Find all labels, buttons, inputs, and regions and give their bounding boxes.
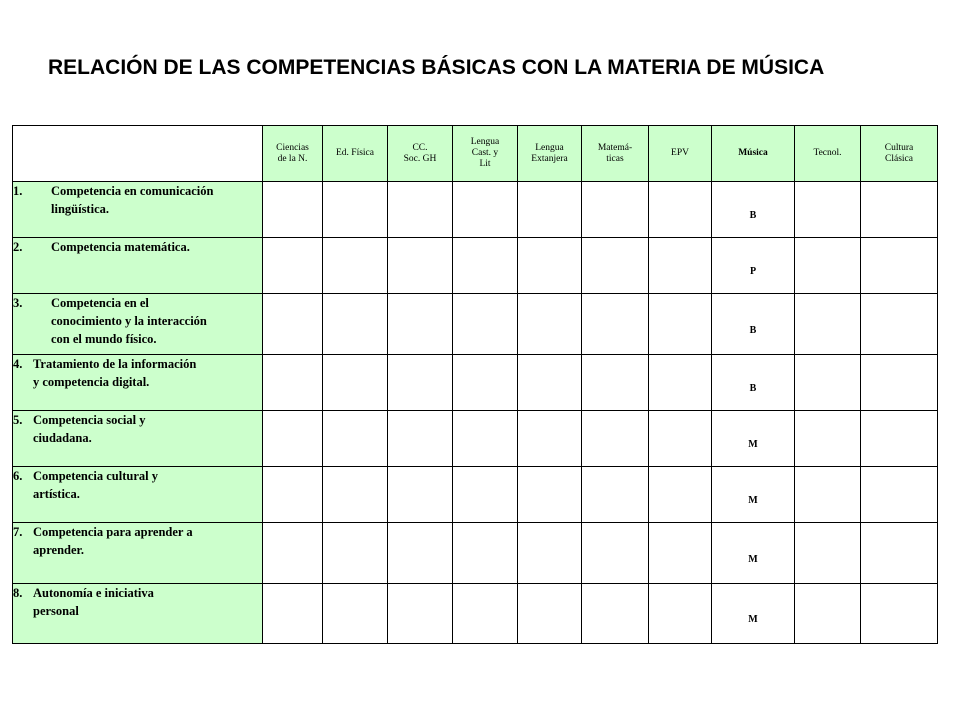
empty-cell [453, 238, 518, 294]
competencia-number: 4. [13, 357, 23, 371]
empty-cell [861, 238, 938, 294]
competencia-label: Autonomía e iniciativa personal [33, 586, 154, 618]
empty-cell [861, 411, 938, 467]
competencia-cell [13, 523, 263, 584]
empty-cell [582, 523, 649, 584]
empty-cell [518, 523, 582, 584]
page-title: RELACIÓN DE LAS COMPETENCIAS BÁSICAS CON LA MATERIA DE MÚSICA [48, 56, 825, 79]
empty-cell [263, 411, 323, 467]
empty-cell [518, 467, 582, 523]
competencia-number: 6. [13, 469, 23, 483]
competencia-cell [13, 467, 263, 523]
empty-cell [388, 584, 453, 644]
empty-cell [263, 355, 323, 411]
corner-cell [13, 126, 263, 182]
empty-cell [263, 238, 323, 294]
empty-cell [582, 355, 649, 411]
empty-cell [453, 411, 518, 467]
table-row [13, 523, 938, 584]
empty-cell [263, 584, 323, 644]
empty-cell [649, 238, 712, 294]
empty-cell [518, 182, 582, 238]
musica-value: M [712, 523, 795, 584]
empty-cell [861, 355, 938, 411]
empty-cell [582, 411, 649, 467]
empty-cell [263, 294, 323, 355]
empty-cell [388, 467, 453, 523]
competencias-table [12, 125, 938, 644]
empty-cell [388, 294, 453, 355]
musica-value: M [712, 584, 795, 644]
empty-cell [388, 238, 453, 294]
empty-cell [795, 355, 861, 411]
empty-cell [582, 182, 649, 238]
empty-cell [582, 238, 649, 294]
header-cc-soc: CC. Soc. GH [388, 126, 453, 182]
competencia-cell [13, 411, 263, 467]
competencia-label: Competencia en comunicación lingüística. [51, 184, 214, 216]
empty-cell [263, 467, 323, 523]
competencia-number: 5. [13, 413, 23, 427]
empty-cell [263, 182, 323, 238]
empty-cell [388, 182, 453, 238]
competencia-cell [13, 182, 263, 238]
empty-cell [795, 294, 861, 355]
empty-cell [453, 182, 518, 238]
musica-value: M [712, 411, 795, 467]
header-ed-fisica: Ed. Física [323, 126, 388, 182]
musica-value: M [712, 467, 795, 523]
empty-cell [518, 238, 582, 294]
empty-cell [861, 523, 938, 584]
empty-cell [861, 584, 938, 644]
empty-cell [649, 355, 712, 411]
competencia-cell [13, 584, 263, 644]
competencia-number: 7. [13, 525, 23, 539]
empty-cell [323, 584, 388, 644]
musica-value: B [712, 355, 795, 411]
empty-cell [453, 523, 518, 584]
competencia-number: 3. [13, 296, 23, 310]
empty-cell [795, 467, 861, 523]
empty-cell [795, 182, 861, 238]
empty-cell [649, 584, 712, 644]
empty-cell [323, 182, 388, 238]
empty-cell [861, 294, 938, 355]
empty-cell [582, 294, 649, 355]
empty-cell [388, 523, 453, 584]
header-row [13, 126, 938, 182]
competencia-number: 1. [13, 184, 23, 198]
table-row [13, 238, 938, 294]
empty-cell [323, 294, 388, 355]
empty-cell [795, 584, 861, 644]
competencia-label: Tratamiento de la información y competencia digital. [33, 357, 197, 389]
competencia-cell [13, 355, 263, 411]
table-row [13, 584, 938, 644]
header-epv: EPV [649, 126, 712, 182]
empty-cell [649, 523, 712, 584]
competencia-cell [13, 238, 263, 294]
empty-cell [323, 238, 388, 294]
competencia-number: 8. [13, 586, 23, 600]
table-row [13, 294, 938, 355]
empty-cell [453, 355, 518, 411]
table-row [13, 411, 938, 467]
competencia-label: Competencia para aprender a aprender. [33, 525, 193, 557]
empty-cell [453, 584, 518, 644]
header-ciencias: Ciencias de la N. [263, 126, 323, 182]
empty-cell [388, 355, 453, 411]
empty-cell [795, 411, 861, 467]
header-matematicas: Matemá- ticas [582, 126, 649, 182]
header-tecnologia: Tecnol. [795, 126, 861, 182]
empty-cell [795, 523, 861, 584]
empty-cell [453, 467, 518, 523]
header-lengua-extranjera: Lengua Extanjera [518, 126, 582, 182]
competencia-cell [13, 294, 263, 355]
competencia-label: Competencia en el conocimiento y la interacción con el mundo físico. [51, 296, 207, 346]
empty-cell [795, 238, 861, 294]
empty-cell [518, 294, 582, 355]
empty-cell [649, 467, 712, 523]
empty-cell [649, 182, 712, 238]
empty-cell [388, 411, 453, 467]
empty-cell [649, 294, 712, 355]
empty-cell [453, 294, 518, 355]
competencia-label: Competencia cultural y artística. [33, 469, 158, 501]
empty-cell [518, 584, 582, 644]
empty-cell [323, 467, 388, 523]
table-row [13, 355, 938, 411]
musica-value: B [712, 294, 795, 355]
table-row [13, 182, 938, 238]
table-row [13, 467, 938, 523]
musica-value: B [712, 182, 795, 238]
empty-cell [861, 182, 938, 238]
empty-cell [518, 355, 582, 411]
empty-cell [518, 411, 582, 467]
empty-cell [263, 523, 323, 584]
empty-cell [323, 411, 388, 467]
empty-cell [861, 467, 938, 523]
empty-cell [323, 523, 388, 584]
empty-cell [582, 584, 649, 644]
competencia-label: Competencia social y ciudadana. [33, 413, 146, 445]
header-cultura-clasica: Cultura Clásica [861, 126, 938, 182]
competencia-label: Competencia matemática. [51, 240, 190, 254]
empty-cell [582, 467, 649, 523]
empty-cell [649, 411, 712, 467]
competencia-number: 2. [13, 240, 23, 254]
header-musica: Música [712, 126, 795, 182]
musica-value: P [712, 238, 795, 294]
empty-cell [323, 355, 388, 411]
header-lengua-cast: Lengua Cast. y Lit [453, 126, 518, 182]
